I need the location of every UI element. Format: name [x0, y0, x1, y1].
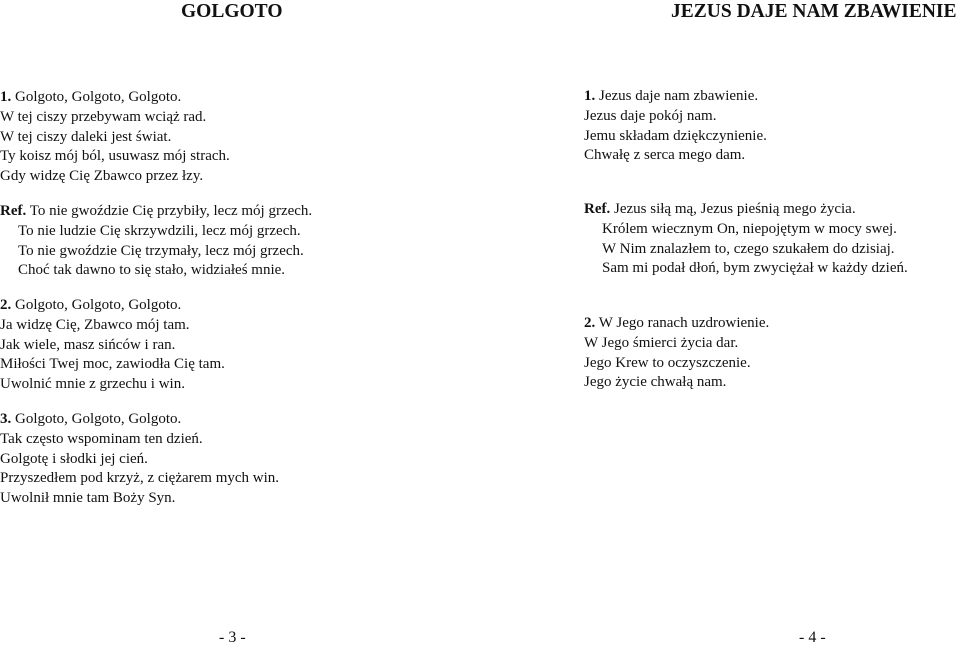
stanza-line-text: Golgoto, Golgoto, Golgoto.	[15, 89, 182, 105]
stanza-line: Golgotę i słodki jej cień.	[0, 450, 148, 467]
stanza-line: Chwałę z serca mego dam.	[584, 147, 746, 164]
stanza-line: Uwolnił mnie tam Boży Syn.	[0, 490, 176, 507]
stanza-label: 2.	[0, 297, 12, 313]
stanza-line-text: Jezus siłą mą, Jezus pieśnią mego życia.	[614, 201, 856, 217]
left-stanza-3	[0, 410, 279, 509]
stanza-line: Jezus daje pokój nam.	[584, 107, 717, 124]
stanza-line: Królem wiecznym On, niepojętym w mocy swej.	[602, 220, 897, 237]
stanza-line: To nie gwoździe Cię trzymały, lecz mój grzech.	[18, 242, 304, 259]
stanza-line: Miłości Twej moc, zawiodła Cię tam.	[0, 356, 225, 373]
stanza-line	[584, 200, 908, 220]
stanza-label: 3.	[0, 411, 12, 427]
stanza-line-text: W Jego ranach uzdrowienie.	[598, 315, 770, 331]
stanza-line: Choć tak dawno to się stało, widziałeś mnie.	[18, 262, 286, 279]
stanza-line	[0, 202, 312, 222]
right-page-number: - 4 -	[799, 629, 826, 646]
right-stanza-2	[584, 314, 769, 393]
refrain-label: Ref.	[584, 201, 611, 217]
stanza-line: Ja widzę Cię, Zbawco mój tam.	[0, 316, 190, 333]
stanza-line	[584, 87, 767, 107]
stanza-line: W tej ciszy przebywam wciąż rad.	[0, 108, 207, 125]
stanza-line: Przyszedłem pod krzyż, z ciężarem mych win.	[0, 470, 280, 487]
stanza-line-text: To nie gwoździe Cię przybiły, lecz mój grzech.	[29, 203, 313, 219]
stanza-line: Tak często wspominam ten dzień.	[0, 430, 203, 447]
left-page-number: - 3 -	[219, 629, 246, 646]
stanza-line: W Nim znalazłem to, czego szukałem do dzisiaj.	[602, 240, 895, 257]
stanza-line	[0, 296, 225, 316]
stanza-line: W Jego śmierci życia dar.	[584, 334, 739, 351]
stanza-line-text: Golgoto, Golgoto, Golgoto.	[15, 297, 182, 313]
stanza-line: Uwolnić mnie z grzechu i win.	[0, 376, 185, 393]
stanza-line: W tej ciszy daleki jest świat.	[0, 128, 172, 145]
stanza-line: Jemu składam dziękczynienie.	[584, 127, 767, 144]
left-page-title: GOLGOTO	[181, 1, 283, 22]
stanza-line: Gdy widzę Cię Zbawco przez łzy.	[0, 168, 204, 185]
stanza-label: 1.	[584, 88, 596, 104]
right-page-title: JEZUS DAJE NAM ZBAWIENIE	[671, 1, 957, 22]
stanza-line: To nie ludzie Cię skrzywdzili, lecz mój grzech.	[18, 222, 301, 239]
stanza-line: Jego Krew to oczyszczenie.	[584, 354, 751, 371]
right-refrain	[584, 200, 908, 279]
stanza-line-text: Golgoto, Golgoto, Golgoto.	[15, 411, 182, 427]
left-stanza-1	[0, 88, 230, 187]
left-stanza-2	[0, 296, 225, 395]
stanza-label: 1.	[0, 89, 12, 105]
stanza-line: Jak wiele, masz sińców i ran.	[0, 336, 176, 353]
right-stanza-1	[584, 87, 767, 166]
stanza-label: 2.	[584, 315, 596, 331]
stanza-line	[584, 314, 769, 334]
stanza-line: Sam mi podał dłoń, bym zwyciężał w każdy dzień.	[602, 260, 908, 277]
stanza-line: Jego życie chwałą nam.	[584, 374, 727, 391]
stanza-line	[0, 410, 279, 430]
refrain-label: Ref.	[0, 203, 27, 219]
left-refrain	[0, 202, 312, 281]
stanza-line-text: Jezus daje nam zbawienie.	[599, 88, 759, 104]
stanza-line	[0, 88, 230, 108]
stanza-line: Ty koisz mój ból, usuwasz mój strach.	[0, 148, 230, 165]
